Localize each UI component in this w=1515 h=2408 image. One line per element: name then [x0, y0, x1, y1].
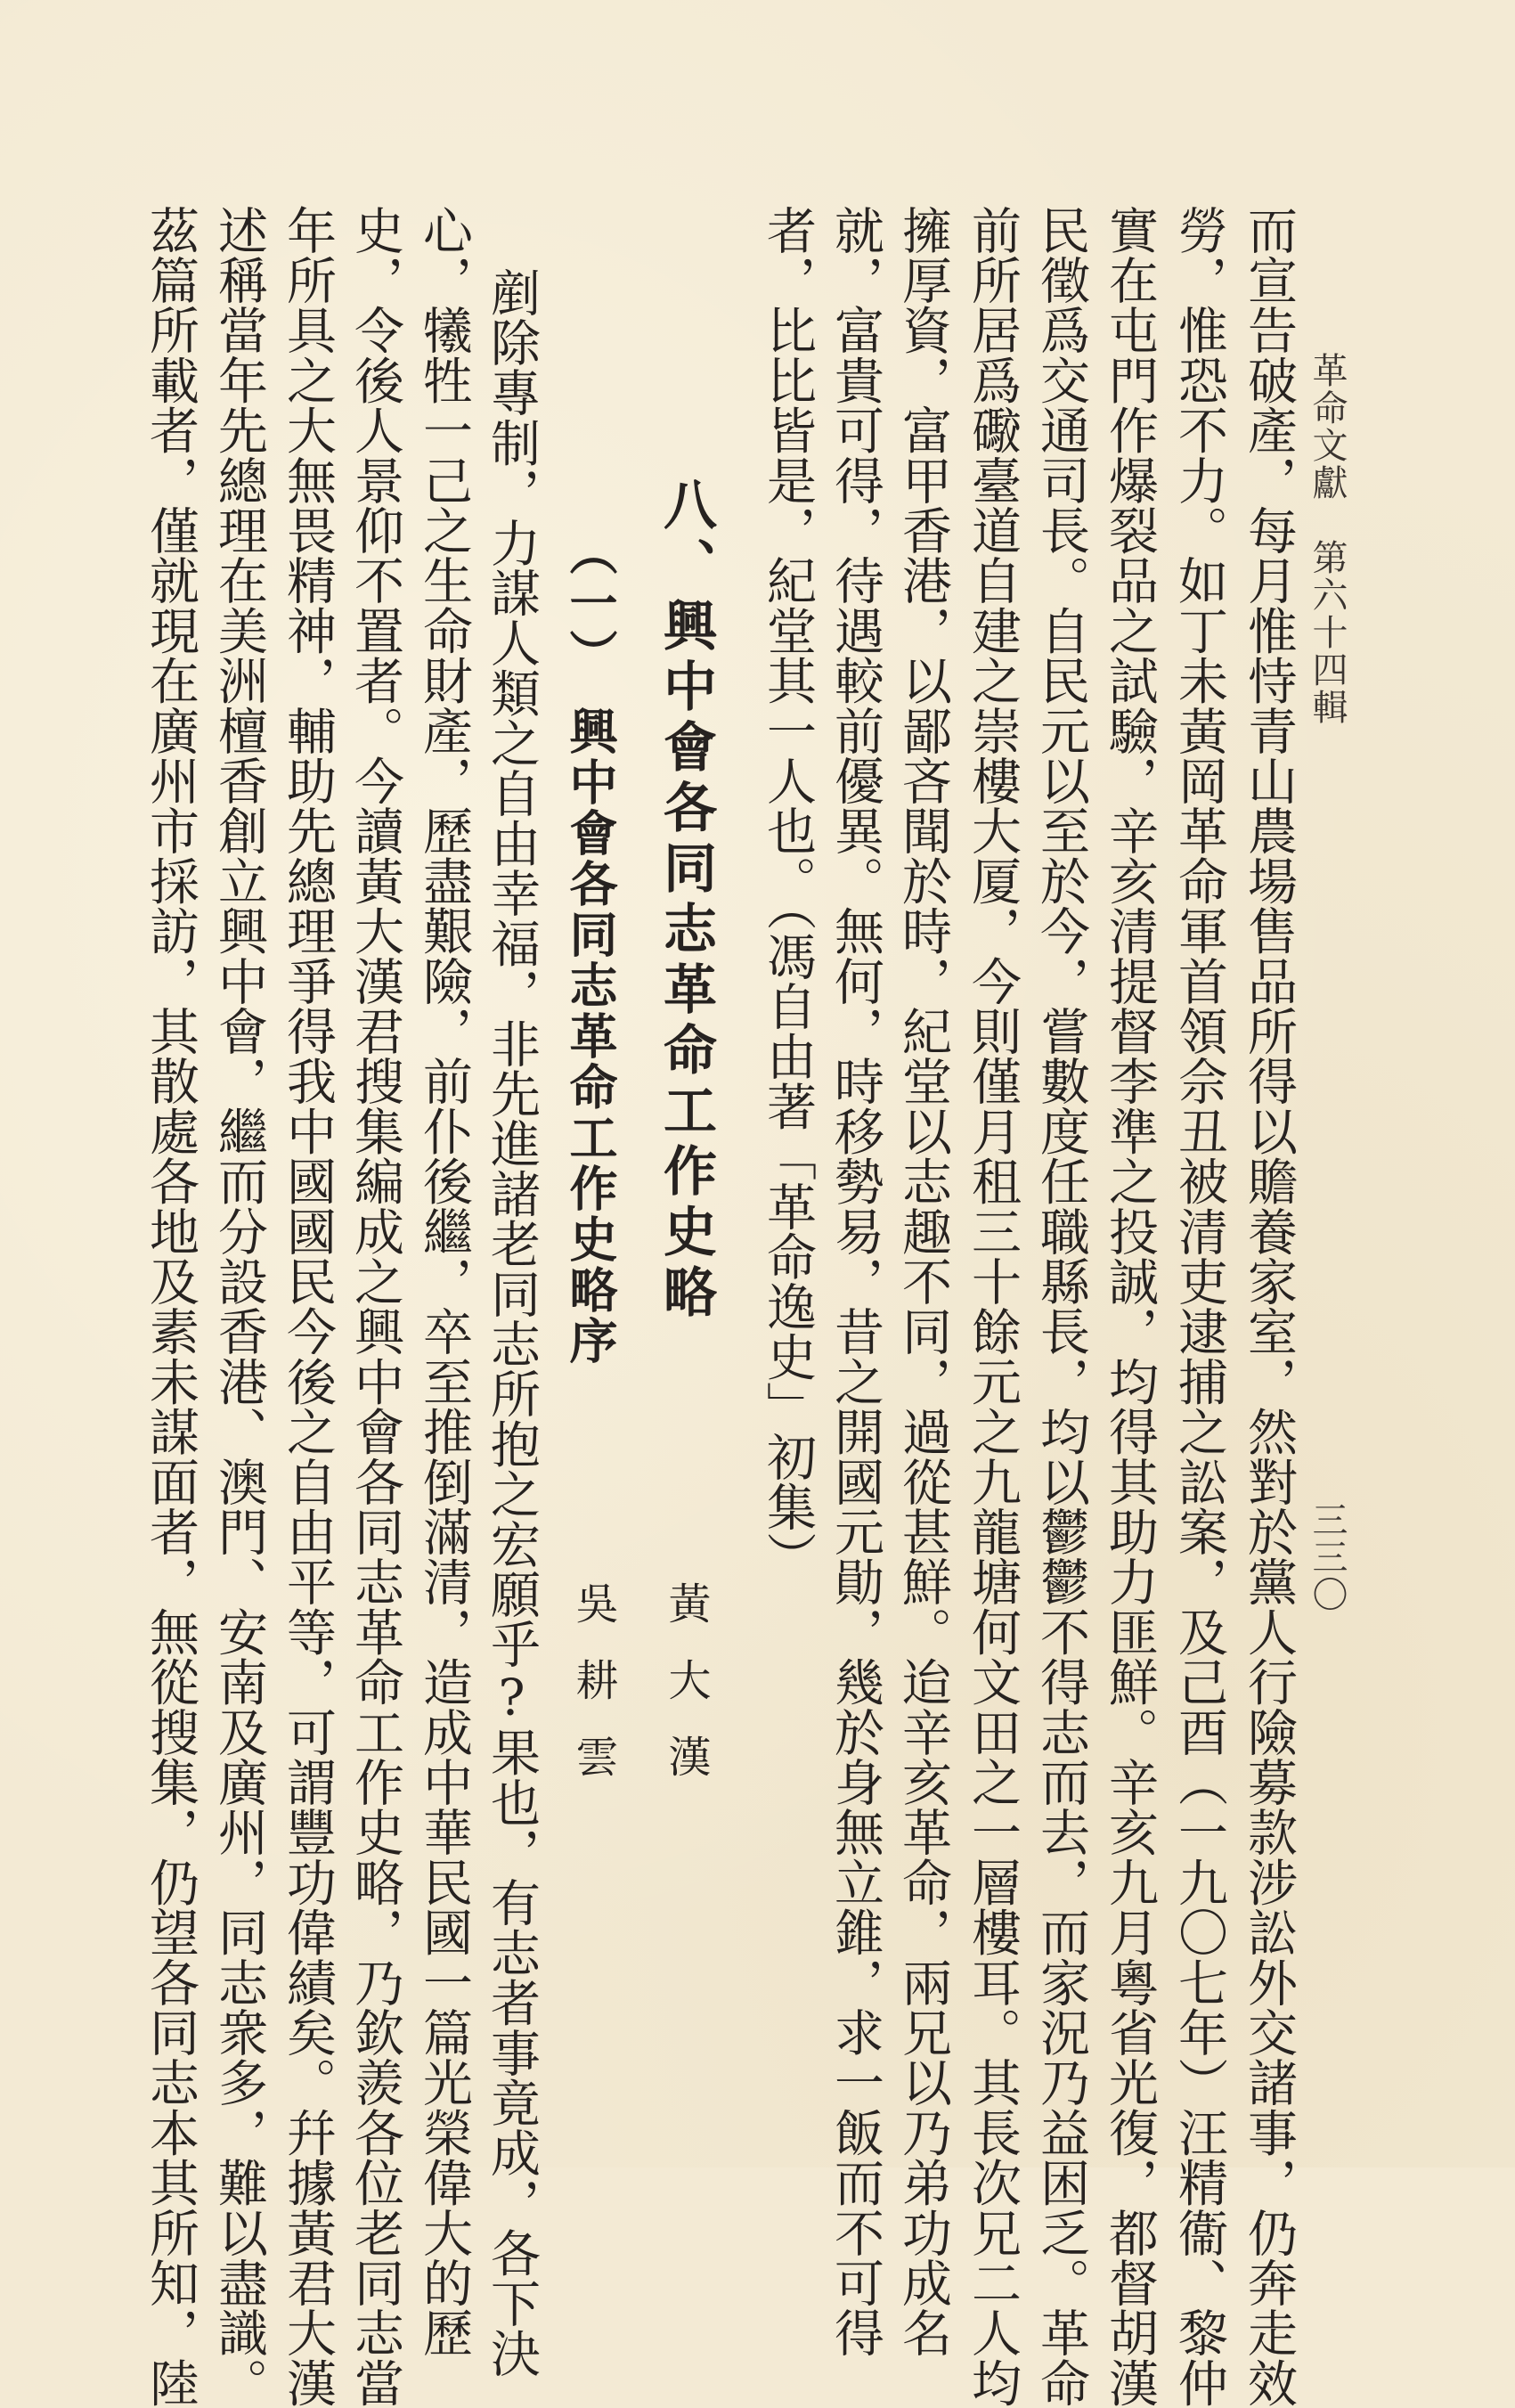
body-column: 勞，惟恐不力。如丁未黃岡革命軍首領佘丑被清吏逮捕之訟案，及己酉（一九〇七年）汪精衞、黎仲 [1170, 205, 1228, 2408]
body-column: 剷除專制，力謀人類之自由幸福，非先進諸老同志所抱之宏願乎?果也，有志者事竟成，各下決 [483, 267, 541, 2379]
body-column: 民徵爲交通司長。自民元以至於今，嘗數度任職縣長，均以鬱鬱不得志而去，而家況乃益困乏。革命 [1032, 205, 1090, 2408]
body-column: 就，富貴可得，待遇較前優異。無何，時移勢易，昔之開國元勛，幾於身無立錐，求一飯而不可得 [827, 205, 884, 2358]
author-name: 吳耕雲 [568, 1581, 618, 1811]
author-name: 黃大漢 [661, 1581, 711, 1811]
section-subtitle: （一） 興中會各同志革命工作史略序 [562, 527, 619, 1367]
running-title: 革命文獻 第六十四輯 [1307, 352, 1348, 726]
page-number: 三三〇 [1307, 1501, 1348, 1613]
section-title: 八、興中會各同志革命工作史略 [655, 477, 717, 1325]
body-column: 述稱當年先總理在美洲檀香創立興中會，繼而分設香港、澳門、安南及廣州，同志衆多，難以盡識。 [210, 205, 268, 2408]
body-column: 史，令後人景仰不置者。今讀黃大漢君搜集編成之興中會各同志革命工作史略，乃欽羨各位老同志當 [346, 205, 404, 2408]
body-column: 前所居爲礮臺道自建之崇樓大厦，今則僅月租三十餘元之九龍塘何文田之一層樓耳。其長次兄二人均 [964, 205, 1022, 2408]
body-column: 茲篇所載者，僅就現在廣州市採訪，其散處各地及素未謀面者，無從搜集，仍望各同志本其所知，陸 [142, 205, 200, 2408]
body-column: 而宣告破產，每月惟恃青山農場售品所得以贍養家室，然對於黨人行險募款涉訟外交諸事，仍奔走效 [1240, 205, 1298, 2408]
body-column: 實在屯門作爆裂品之試驗，辛亥清提督李準之投誠，均得其助力匪鮮。辛亥九月粵省光復，都督胡漢 [1101, 205, 1159, 2408]
body-column: 年所具之大無畏精神，輔助先總理爭得我中國國民今後之自由平等，可謂豐功偉績矣。幷據黃君大漢 [279, 205, 337, 2408]
body-column: 者，比比皆是，紀堂其一人也。（馮自由著「革命逸史」初集） [759, 205, 817, 1582]
body-column: 心，犧牲一己之生命財產，歷盡艱險，前仆後繼，卒至推倒滿清，造成中華民國一篇光榮偉大的歷 [415, 205, 473, 2358]
body-column: 擁厚資，富甲香港，以鄙吝聞於時，紀堂以志趣不同，過從甚鮮。迨辛亥革命，兩兄以乃弟功成名 [894, 205, 952, 2358]
